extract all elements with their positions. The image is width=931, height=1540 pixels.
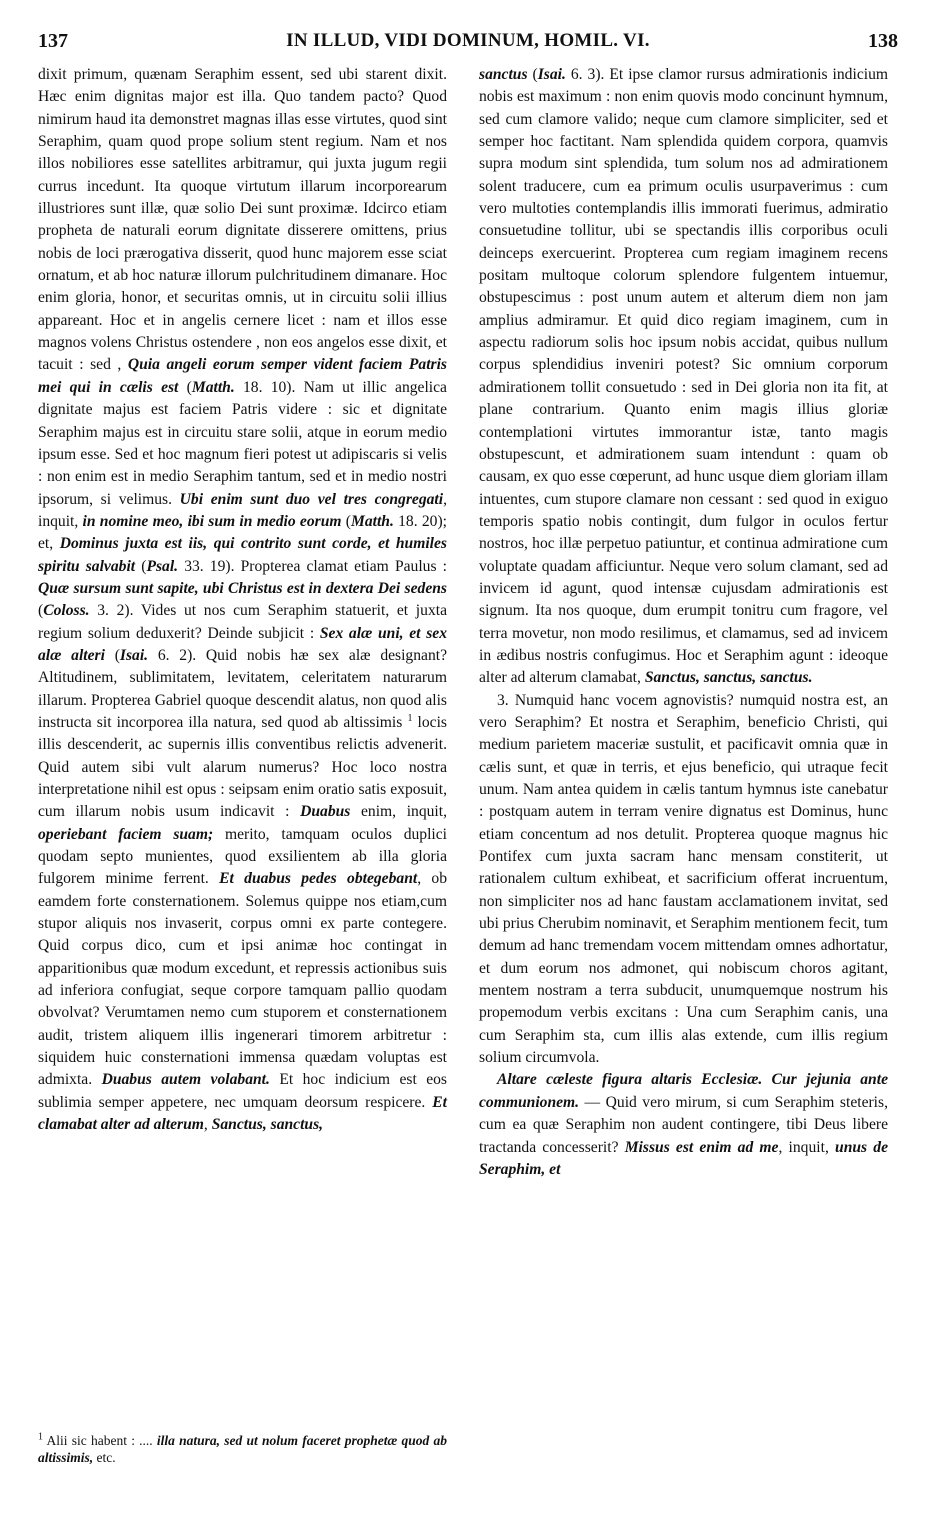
scripture-quote: Et duabus pedes obtegebant bbox=[219, 870, 418, 888]
scripture-quote: Missus est enim ad me bbox=[624, 1138, 779, 1156]
scripture-quote: operiebant faciem suam; bbox=[38, 825, 214, 843]
scripture-quote: Sex alæ uni, et sex alæ alteri bbox=[38, 624, 447, 664]
text-run: ( bbox=[135, 557, 147, 575]
text-run: ( bbox=[341, 512, 351, 530]
text-run: Alii sic habent : .... bbox=[43, 1433, 157, 1448]
text-run: 3. 2). Vides ut nos cum Seraphim statuerit, et juxta regium solium deduxerit? Deinde subjicit : bbox=[38, 602, 447, 642]
footnote-quote: illa natura, sed ut nolum faceret prophetæ quod ab altissimis, bbox=[38, 1433, 447, 1465]
footnote bbox=[38, 1432, 447, 1466]
text-run: , bbox=[203, 1116, 212, 1134]
text-run: dixit primum, quænam Seraphim essent, sed ubi starent dixit. Hæc enim dignitas major est illa. Quo tandem pacto? Quod nimirum haud ita demonstret magnas illas esse virtutes, quod sint Seraphim, quam quod prope solium stent regium. Nam et nos illos nobiliores esse satellites arbitramur, qui juxta jugum regii currus incedunt. Ita quoque virtutum illarum incorporearum illustriores sunt illæ, quæ solio Dei sunt proximæ. Idcirco etiam propheta de naturali eorum dignitate disserere omittens, prius nobis de loci prærogativa disserit, quod hunc majorem esse sciat ornatum, et ab hoc naturæ illorum pulchritudinem dimanare. Hoc enim gloria, honor, et securitas omnis, ut in circuitu solii illius appareant. Hoc et in angelis cernere licet : nam et illos esse magnos volens Christus ostendere , non eos angelos esse dixit, et tacuit : sed , bbox=[38, 66, 447, 374]
text-run: ( bbox=[178, 378, 192, 396]
scripture-quote: unus de Seraphim, et bbox=[479, 1138, 888, 1178]
right-column bbox=[479, 64, 888, 1181]
left-column bbox=[38, 64, 447, 1137]
scripture-quote: Ubi enim sunt duo vel tres congregati bbox=[179, 490, 444, 508]
text-run: , ob eamdem forte consternationem. Solemus quippe nos etiam,cum stupor aliquis nos invaserit, corpus omni ex parte contegere. Quid corpus dico, cum et ipsi animæ hoc contingat in apparitionibus quæ modum excedunt, et repressis actionibus suis ad inferiora confugiat, seque corpore tamquam pallio quodam obvolvat? Verumtamen nemo cum stuporem et consternationem audit, tristem aliquem illis ingenerari timorem arbitretur : siquidem huic consternationi immensa quædam voluptas est admixta. bbox=[38, 870, 448, 1089]
citation: Psal. bbox=[146, 557, 179, 575]
footnote-mark: 1 bbox=[38, 1431, 43, 1443]
text-run: etc. bbox=[93, 1450, 116, 1465]
scripture-quote: Duabus bbox=[300, 803, 351, 821]
text-run: enim, inquit, bbox=[350, 803, 447, 821]
scripture-quote: Quæ sursum sunt sapite, ubi Christus est in dextera Dei sedens bbox=[38, 579, 447, 597]
scripture-quote: Quia angeli eorum semper vident faciem Patris mei qui in cælis est bbox=[38, 356, 447, 396]
citation: Isai. bbox=[537, 66, 566, 83]
text-run: , inquit, bbox=[778, 1138, 836, 1156]
citation: Isai. bbox=[119, 646, 149, 664]
text-run: — Quid vero mirum, si cum Seraphim steteris, cum ea quæ Seraphim non audent contingere, tibi Deus libere tractanda concesserit? bbox=[479, 1093, 888, 1156]
text-run: ( bbox=[104, 646, 120, 664]
scripture-quote: Sanctus, sanctus, sanctus. bbox=[644, 669, 813, 687]
running-title: IN ILLUD, VIDI DOMINUM, HOMIL. VI. bbox=[286, 30, 650, 51]
text-run: 6. 2). Quid nobis hæ sex alæ designant? Altitudinem, sublimitatem, levitatem, celeritatem naturarum illarum. Propterea Gabriel quoque descendit alatus, non quod alis instructa sit incorporea illa natura, sed quod ab altissimis bbox=[38, 646, 447, 731]
footnote-mark: 1 bbox=[407, 712, 413, 724]
section-paragraph-3: 3. Numquid hanc vocem agnovistis? numquid nostra est, an vero Seraphim? Et nostra et Seraphim, beneficio Christi, qui medium parietem maceriæ sustulit, et pacificavit omnia quæ in cælis sunt, et quæ in terris, et ejus beneficio, qui utraque fecit unum. Nam antea quidem in cælis tantum hymnus iste canebatur : postquam autem in terram venire dignatus est Dominus, hunc etiam concentum ad nos detulit. Propterea quoque magnus hic Pontifex cum juxta sacram hanc mensam constiterit, ut rationalem cultum exhibeat, et sacrificium offerat incruentum, non simpliciter nos ad hanc faustam acclamationem invitat, sed ubi prius Cherubim nominavit, et Seraphim mentionem fecit, tum demum ad hanc tremendam vocem mittendam omnes adhortatur, et dum eorum nos admonet, qui nobiscum choros agitant, mentem nostram a terra subducit, unumquemque nostrum his propemodum verbis excitans : Una cum Seraphim canis, una cum Seraphim sta, cum illis alas extende, cum illis regium solium circumvola. bbox=[479, 691, 888, 1067]
citation: Coloss. bbox=[43, 602, 90, 620]
citation: Matth. bbox=[350, 512, 394, 530]
text-run: ( bbox=[38, 602, 44, 620]
scripture-quote: in nomine meo, ibi sum in medio eorum bbox=[82, 512, 342, 530]
text-run: Et hoc indicium est eos sublimia semper appetere, nec umquam deorsum respicere. bbox=[38, 1071, 447, 1111]
text-run: 18. 10). Nam ut illic angelica dignitate majus est faciem Patris videre : sic et dignitate Seraphim majus est in circuitu stare solii, atque in eorum medio ipsum esse. Sed et hoc magnum fieri potest ut adipiscaris si velis : non enim est in medio Seraphim tantum, sed et in medio nostri ipsorum, si velimus. bbox=[38, 378, 447, 508]
text-run: ( bbox=[527, 66, 538, 83]
text-run: merito, tamquam oculos duplici quodam septo munientes, quod exsilientem ab illa gloria fulgorem minime ferrent. bbox=[38, 825, 448, 888]
right-paragraph bbox=[479, 1069, 888, 1181]
scripture-quote: Et clamabat alter ad alterum bbox=[38, 1093, 447, 1134]
left-paragraph bbox=[38, 64, 447, 1137]
section-heading: Altare cæleste figura altaris Ecclesiæ. Cur jejunia ante communionem. bbox=[479, 1071, 888, 1111]
page-number-right: 138 bbox=[868, 30, 898, 52]
scripture-quote: Duabus autem volabant. bbox=[101, 1071, 270, 1089]
text-run: 33. 19). Propterea clamat etiam Paulus : bbox=[178, 557, 447, 575]
scripture-quote: Dominus juxta est iis, qui contrito sunt corde, et humiles spiritu salvabit bbox=[38, 535, 447, 575]
text-run: 18. 20); et, bbox=[38, 512, 447, 553]
scripture-quote: sanctus bbox=[479, 66, 528, 83]
running-header bbox=[38, 30, 898, 60]
right-paragraph bbox=[479, 64, 888, 690]
page-number-left: 137 bbox=[38, 30, 68, 52]
text-run: 6. 3). Et ipse clamor rursus admirationis indicium nobis est maximum : non enim quovis modo concinunt hymnum, sed cum clamore valido; neque cum clamore simpliciter, sed et semper hoc factitant. Nam splendida quidem corpora, quamvis supra modum sint splendida, tum solum nos ad admirationem solent traducere, cum ea primum oculis usurpaverimus : cum vero multoties contemplandis illis immorati fuerimus, admiratio consuetudine tollitur, ubi se spectandis illis corporibus oculi deinceps exercuerint. Propterea cum regiam imaginem recens positam multoque colorum splendore fulgentem intuemur, obstupescimus : post unum autem et alterum diem non jam amplius admiramur. Et quid dico regiam imaginem, cum in aspectu radiorum solis hoc ipsum nobis accidat, quibus nullum corpus splendidius inveniri potest? Sic omnium corporum admirationem tollit consuetudo : sed in Dei gloria non ita fit, at plane contrarium. Quanto enim magis illius gloriæ contemplationi virtutes immorantur istæ, tanto magis obstupescunt, et admirationem suam intendunt : quam ob causam, ex quo esse cœperunt, ad hunc usque diem gloriam illam intuentes, cum stupore clamare non cessant : sed quod in exiguo temporis spatio nobis contingit, dum fulgor in oculos fertur nostros, hoc illæ perpetuo patiuntur, et continua admiratione cum voluptate quadam afficiuntur. Neque vero solum clamant, sed ad invicem id agunt, quod intensæ cujusdam admirationis est signum. Ita nos quoque, dum erumpit tonitru cum fragore, vel terra movetur, non modo resilimus, et clamamus, sed ad invicem in ædibus nostris confugimus. Hoc et Seraphim agunt : ideoque alter ad alterum clamabat, bbox=[479, 66, 888, 687]
text-run: , inquit, bbox=[38, 490, 447, 530]
citation: Matth. bbox=[191, 378, 235, 396]
text-run: locis illis descenderit, ac supernis illis conventibus relictis advenerit. Quid autem sibi vult alarum numerus? Hoc loco nostra interpretatione nihil est opus : seipsam enim oratio satis exposuit, cum illarum nobis usum indicavit : bbox=[38, 713, 447, 821]
scripture-quote: Sanctus, sanctus, bbox=[211, 1116, 324, 1134]
